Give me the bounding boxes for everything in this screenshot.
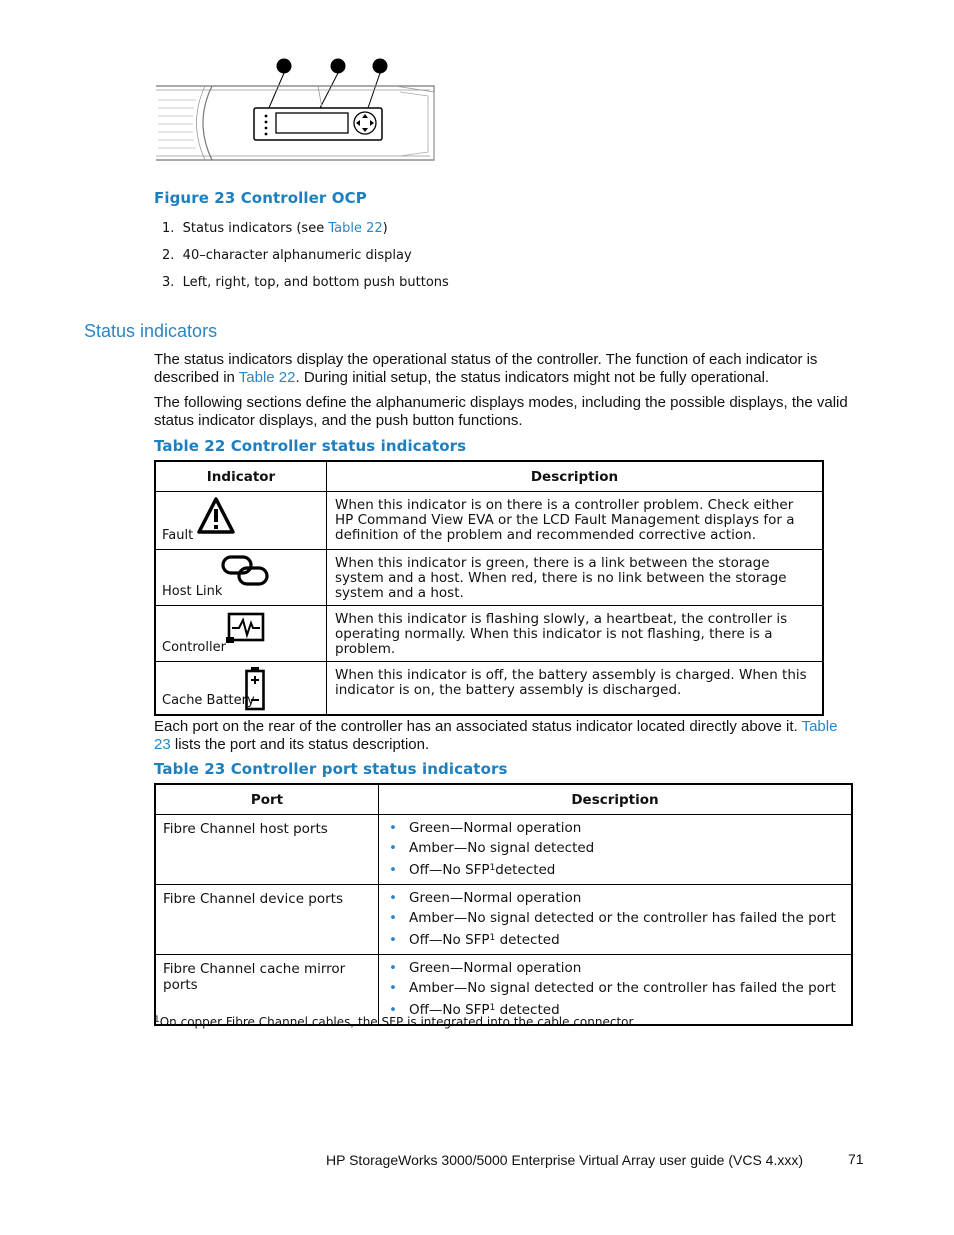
table-23-caption: Table 23 Controller port status indicators: [154, 760, 508, 778]
indicator-description: When this indicator is on there is a controller problem. Check either HP Command View EVA or the LCD Fault Management displays for a definition of the problem and recommended corrective action.: [327, 492, 824, 550]
controller-port-status-table: [154, 783, 853, 1026]
list-item: • Off—No SFP$^1$ detected: [389, 932, 560, 948]
table-22-caption: Table 22 Controller status indicators: [154, 437, 467, 455]
footnote-ref: 1: [489, 863, 496, 873]
header-indicator: Indicator: [155, 461, 327, 492]
warning-triangle-icon: [196, 496, 236, 536]
list-item: • Amber—No signal detected or the controller has failed the port: [389, 980, 836, 996]
indicator-cell: [155, 550, 327, 606]
header-description: Description: [327, 461, 824, 492]
indicator-description: When this indicator is green, there is a link between the storage system and a host. When red, there is no link between the storage system and a host.: [327, 550, 824, 606]
indicator-description: When this indicator is off, the battery assembly is charged. When this indicator is on, the battery assembly is discharged.: [327, 662, 824, 715]
callout-dot-3: [373, 59, 388, 74]
table-header-row: [155, 784, 852, 815]
table-row: [155, 492, 823, 550]
port-name: Fibre Channel host ports: [155, 815, 379, 885]
section-heading: Status indicators: [84, 321, 218, 341]
callout-item-2: 2. 40–character alphanumeric display: [162, 248, 412, 263]
list-item: • Green—Normal operation: [389, 890, 582, 906]
table-22-link-inline[interactable]: Table 22: [238, 369, 296, 386]
port-description: [379, 885, 853, 955]
table-row: [155, 606, 823, 662]
callout-item-3: 3. Left, right, top, and bottom push buttons: [162, 275, 449, 290]
chain-link-icon: [220, 553, 272, 589]
page-number: 71: [848, 1151, 864, 1167]
table-22-link[interactable]: Table 22: [328, 221, 383, 236]
status-list: [387, 958, 843, 1020]
list-item: • Green—Normal operation: [389, 820, 582, 836]
header-port: Port: [155, 784, 379, 815]
indicator-cell: [155, 662, 327, 715]
port-description: [379, 815, 853, 885]
table-header-row: [155, 461, 823, 492]
indicator-cell: [155, 606, 327, 662]
callout-item-1: 1. Status indicators (see Table 22): [162, 221, 388, 236]
section-paragraph-1: The status indicators display the operational status of the controller. The function of each indicator is described in Table 22. During initial setup, the status indicators might not be fully operational.: [154, 351, 818, 386]
callout-dot-2: [331, 59, 346, 74]
header-description: Description: [379, 784, 853, 815]
indicator-description: When this indicator is flashing slowly, a heartbeat, the controller is operating normally. When this indicator is not flashing, there is a problem.: [327, 606, 824, 662]
callout-list: [162, 215, 449, 296]
list-item: • Off—No SFP$^1$detected: [389, 862, 556, 878]
figure-caption: Figure 23 Controller OCP: [154, 189, 367, 207]
table-row: [155, 885, 852, 955]
list-item: • Green—Normal operation: [389, 960, 582, 976]
indicator-label: Host Link: [162, 584, 223, 599]
table-footnote: $^1$On copper Fibre Channel cables, the SFP is integrated into the cable connector.: [154, 1015, 637, 1029]
controller-ocp-figure: [150, 52, 440, 164]
footnote-ref: 1: [489, 1003, 496, 1013]
list-item: • Amber—No signal detected: [389, 840, 595, 856]
indicator-label: Controller: [162, 640, 226, 655]
list-item: • Amber—No signal detected or the controller has failed the port: [389, 910, 836, 926]
port-name: Fibre Channel cache mirror ports: [155, 955, 379, 1026]
footnote-mark: 1: [154, 1015, 160, 1025]
table-row: [155, 815, 852, 885]
indicator-cell: [155, 492, 327, 550]
footnote-ref: 1: [489, 933, 496, 943]
heartbeat-monitor-icon: [226, 611, 266, 645]
alphanumeric-display: [276, 113, 348, 133]
footer-title: HP StorageWorks 3000/5000 Enterprise Virtual Array user guide (VCS 4.xxx): [326, 1152, 804, 1168]
between-paragraph: Each port on the rear of the controller has an associated status indicator located directly above it. Table 23 lists the port and its status description.: [154, 718, 838, 753]
table-row: [155, 550, 823, 606]
list-item: • Off—No SFP$^1$ detected: [389, 1002, 560, 1018]
battery-icon: [244, 666, 266, 712]
status-list: [387, 818, 843, 880]
port-name: Fibre Channel device ports: [155, 885, 379, 955]
table-23-link[interactable]: Table 23: [154, 718, 838, 753]
indicator-label: Fault: [162, 528, 194, 543]
indicator-label: Cache Battery: [162, 692, 255, 708]
table-row: [155, 662, 823, 715]
callout-dot-1: [277, 59, 292, 74]
controller-status-indicators-table: [154, 460, 824, 716]
status-list: [387, 888, 843, 950]
section-paragraph-2: The following sections define the alphanumeric displays modes, including the possible displays, the valid status indicator displays, and the push button functions.: [154, 394, 848, 429]
